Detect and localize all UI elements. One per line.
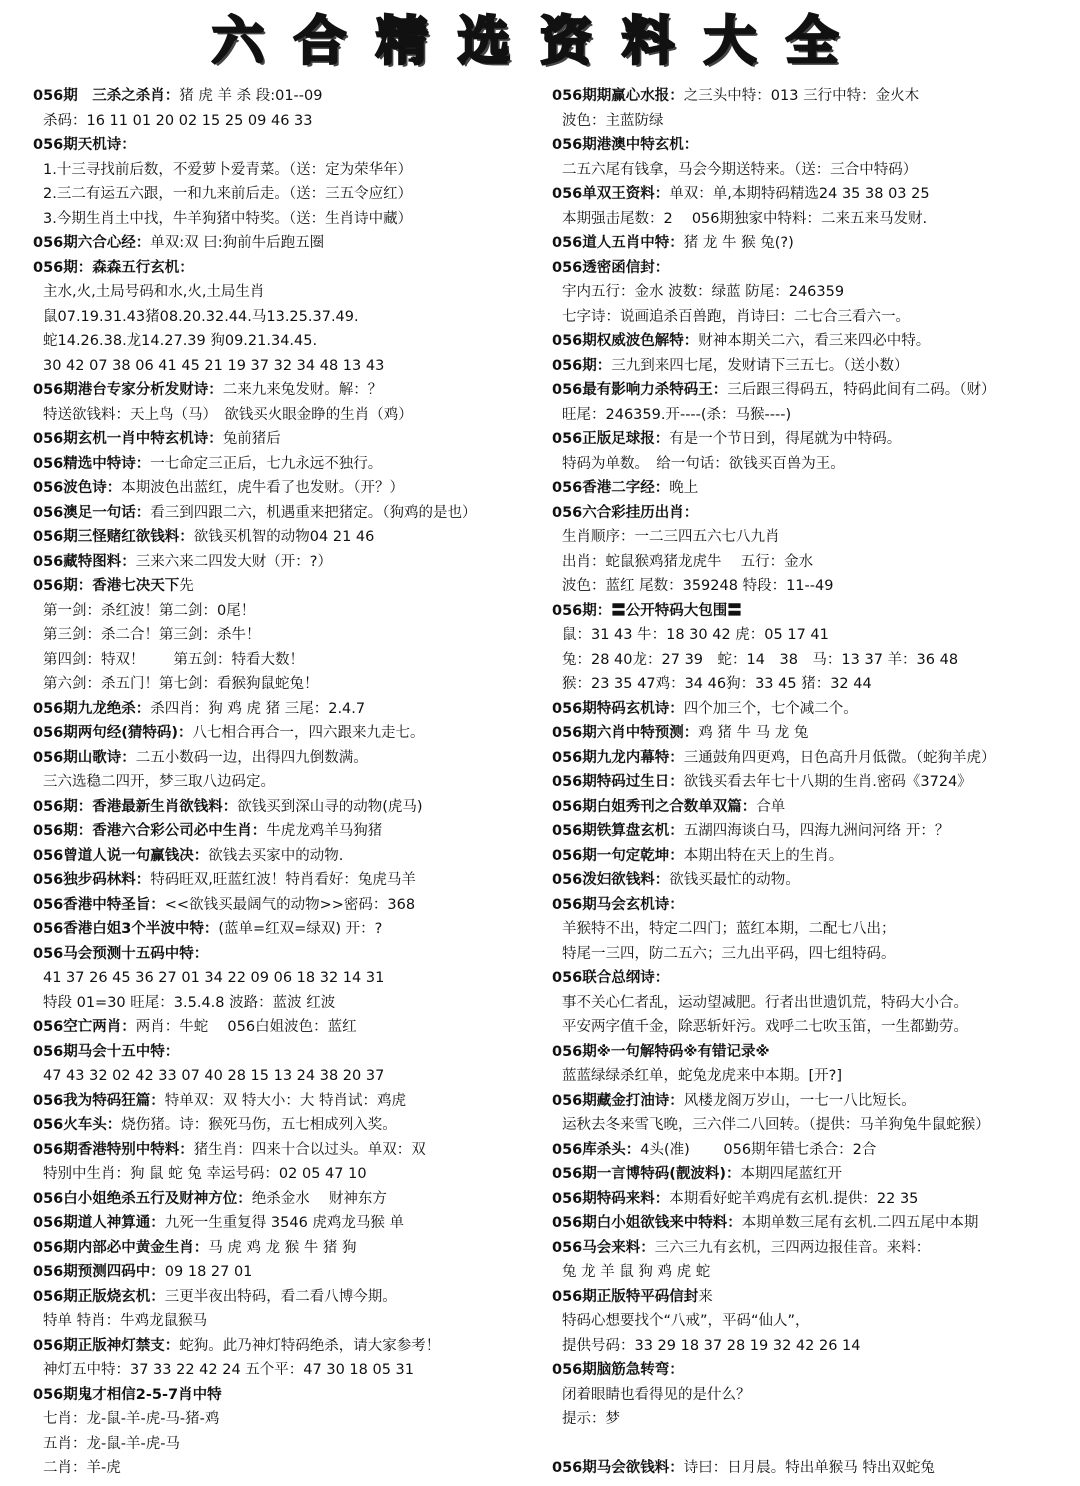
text-line [33,991,553,1016]
text-line [552,1334,1070,1359]
line-heading: 056库杀头： [552,1141,641,1158]
line-text: 猪 虎 羊 杀 段:01--09 [179,88,323,104]
text-line [552,917,1070,942]
line-text: 本期出特在天上的生肖。 [683,847,844,864]
text-line [552,721,1070,746]
line-text: 三六三九有玄机，三四两边报佳音。来料： [654,1239,931,1256]
text-line [33,256,553,281]
line-heading: 056期铁算盘玄机： [552,823,684,839]
text-line [552,1187,1070,1212]
text-line [552,476,1070,501]
line-text: 蛇狗。此乃神灯特码绝杀，请大家参考！ [179,1337,441,1354]
text-line [33,1236,553,1261]
line-text: 闭着眼睛也看得见的是什么？ [562,1386,751,1403]
line-heading: 056期：香港七决天下 [33,578,180,594]
line-text: 出肖：蛇鼠猴鸡猪龙虎牛 五行：金水 [562,553,814,570]
line-text: 欲钱买机智的动物04 21 46 [193,529,375,545]
page-title [0,4,1080,72]
line-heading: 056空亡两肖： [33,1019,136,1035]
text-line [552,403,1070,428]
line-text: 五肖：龙-鼠-羊-虎-马 [43,1435,180,1452]
text-line [33,746,553,771]
text-line [33,280,553,305]
line-text: 本期波色出蓝红，虎牛看了也发财。（开？） [121,480,405,496]
line-text: 烧伤猪。诗：猴死马伤，五七相成列入奖。 [121,1117,397,1133]
line-text: 生肖顺序：一二三四五六七八九肖 [562,529,780,545]
line-text: 八七相合再合一，四六跟来九走七。 [192,725,425,741]
text-line [552,84,1070,109]
text-line [33,966,553,991]
text-line [552,256,1070,281]
line-text: <<欲钱买最阔气的动物>>密码：368 [164,896,416,913]
text-line [552,182,1070,207]
line-heading: 056六合彩挂历出肖： [552,504,699,521]
text-line [552,1113,1070,1138]
line-heading: 056澳足一句话： [33,504,151,521]
line-text: 平安两字值千金，除恶斩奸污。戏呼二七吹玉笛，一生都勤劳。 [562,1019,968,1035]
line-text: (蓝单=红双=绿双) 开：? [218,921,383,937]
text-line [552,133,1070,158]
text-line [33,697,553,722]
line-text: 猴：23 35 47鸡：34 46狗：33 45 猪：32 44 [562,676,872,692]
text-line [552,329,1070,354]
line-text: 九死一生重复得 3546 虎鸡龙马猴 单 [164,1215,405,1231]
line-heading: 056期两句经(猜特码)： [33,725,193,741]
line-text: 三来六来二四发大财（开：?） [135,553,332,570]
line-heading: 056联合总纲诗： [552,970,670,986]
text-line [33,427,553,452]
line-text: 五湖四海谈白马，四海九洲问河络 开：？ [683,823,950,839]
line-heading: 056泼妇欲钱料： [552,872,670,888]
text-line [552,109,1070,134]
text-line [552,354,1070,379]
text-line [33,1309,553,1334]
text-line [552,1236,1070,1261]
text-line [33,1187,553,1212]
line-heading: 056独步码林料： [33,872,151,888]
line-text: 41 37 26 45 36 27 01 34 22 09 06 18 32 14 31 [43,970,385,986]
text-line [33,795,553,820]
text-line [33,942,553,967]
text-line [552,672,1070,697]
line-text: 本期四尾蓝红开 [740,1166,843,1182]
line-text: 特尾一三四，防二五六；三九出平码，四七组特码。 [562,945,896,962]
text-line [33,1211,553,1236]
text-line [33,525,553,550]
line-text: 兔：28 40龙：27 39 蛇：14 38 马：13 37 羊：36 48 [562,651,959,668]
text-line [33,378,553,403]
line-text: 30 42 07 38 06 41 45 21 19 37 32 34 48 13 43 [43,357,385,374]
text-line [33,231,553,256]
text-line [33,1064,553,1089]
text-line [552,1211,1070,1236]
line-text: 二肖：羊-虎 [43,1460,121,1476]
line-heading: 056期一句定乾坤： [552,847,684,864]
text-line [33,1040,553,1065]
text-line [33,305,553,330]
line-heading: 056期脑筋急转弯： [552,1362,684,1378]
text-line [552,1089,1070,1114]
text-line [552,1309,1070,1334]
line-text: 诗曰：日月晨。特出单猴马 特出双蛇兔 [683,1460,935,1476]
line-text: 3.今期生肖土中找，牛羊狗猪中特奖。（送：生肖诗中藏） [43,210,413,227]
line-heading: 056期白小姐欲钱来中特料： [552,1215,742,1231]
line-text: 欲钱买最忙的动物。 [669,872,800,888]
line-heading: 056期白姐秀刊之合数单双篇： [552,798,757,815]
line-text: 47 43 32 02 42 33 07 40 28 15 13 24 38 20 37 [43,1068,385,1084]
line-text: 晚上 [669,480,699,496]
text-line [33,599,553,624]
text-line [552,746,1070,771]
line-text: 单双:双 曰:狗前牛后跑五圈 [150,235,325,251]
line-heading: 056期正版神灯禁支： [33,1337,180,1354]
text-line [33,1358,553,1383]
line-text: 1.十三寻找前后数，不爱萝卜爱青菜。（送：定为荣华年） [43,161,413,178]
line-text: 提供号码：33 29 18 37 28 19 32 42 26 14 [562,1337,861,1354]
line-heading: 056期： [552,357,612,374]
line-heading: 056期特码来料： [552,1190,670,1207]
text-line [552,305,1070,330]
text-line [552,231,1070,256]
line-heading: 056期六肖中特预测： [552,725,699,741]
text-line [33,452,553,477]
line-text: 来 [698,1288,713,1305]
text-line [552,1456,1070,1481]
text-line [552,574,1070,599]
text-line [552,893,1070,918]
text-line [552,158,1070,183]
line-heading: 056期藏金打油诗： [552,1092,684,1109]
line-text: 本期单数三尾有玄机.二四五尾中本期 [741,1215,979,1231]
line-text: 提示：梦 [562,1411,620,1427]
text-line [552,1064,1070,1089]
line-text: 之三头中特：013 三行中特：金火木 [683,88,920,104]
line-text: 三九到来四七尾，发财请下三五七。（送小数） [611,357,909,374]
line-heading: 056期※一句解特码※有错记录※ [552,1043,770,1060]
text-line [33,623,553,648]
line-text: 运秋去冬来雪飞晚，三六伴二八回转。（提供：马羊狗兔牛鼠蛇猴） [562,1117,990,1133]
line-text: 有是一个节日到，得尾就为中特码。 [669,431,902,447]
text-line [552,1383,1070,1408]
line-heading: 056期马会玄机诗： [552,896,684,913]
line-heading: 056正版足球报： [552,431,670,447]
line-text: 风楼龙阁万岁山，一七一八比短长。 [683,1092,916,1109]
line-heading: 056香港白姐3个半波中特： [33,921,219,937]
line-heading: 056我为特码狂篇： [33,1092,165,1109]
line-text: 第一剑：杀红波！第二剑：0尾！ [43,602,256,619]
text-line [552,550,1070,575]
line-heading: 056期六合心经： [33,235,151,251]
line-heading: 056期一言博特码(靓波料)： [552,1166,741,1182]
line-text: 4头(准) 056期年错七杀合：2合 [640,1141,877,1158]
line-text: 蓝蓝绿绿杀红单，蛇兔龙虎来中本期。[开?] [562,1068,843,1084]
line-text: 合单 [756,798,786,815]
text-line [33,917,553,942]
line-heading: 056单双王资料： [552,186,670,202]
text-line [552,770,1070,795]
line-text: 鼠07.19.31.43猪08.20.32.44.马13.25.37.49. [43,308,359,325]
text-line [33,770,553,795]
line-text: 七字诗：说画追杀百兽跑，肖诗曰：二七合三看六一。 [562,308,910,325]
line-text: 猪生肖：四来十合以过头。单双：双 [193,1141,426,1158]
line-heading: 056香港二字经： [552,480,670,496]
line-heading: 056期九龙绝杀： [33,700,151,717]
line-text: 2.三二有运五六跟，一和九来前后走。（送：三五令应红） [43,186,413,202]
text-line [552,966,1070,991]
line-text: 兔前猪后 [222,431,281,447]
text-line [33,158,553,183]
text-line [552,795,1070,820]
line-text: 牛虎龙鸡羊马狗猪 [266,823,383,839]
line-heading: 056期天机诗： [33,137,136,153]
text-line [552,1432,1070,1457]
text-line [552,844,1070,869]
line-heading: 056波色诗： [33,480,122,496]
line-heading: 056透密函信封： [552,259,670,276]
text-line [552,1162,1070,1187]
line-text: 特送欲钱料：天上鸟（马） 欲钱买火眼金睁的生肖（鸡） [43,406,413,423]
text-line [33,476,553,501]
text-line [552,427,1070,452]
text-line [33,1334,553,1359]
line-text: 第四剑：特双！ 第五剑：特看大数！ [43,651,304,668]
text-line [33,207,553,232]
line-heading: 056期：〓公开特码大包围〓 [552,602,742,619]
line-text: 鼠：31 43 牛：18 30 42 虎：05 17 41 [562,627,829,643]
text-line [33,868,553,893]
line-heading: 056期马会十五中特： [33,1043,180,1060]
line-text: 特码心想要找个“八戒”，平码“仙人”， [562,1313,810,1329]
line-heading: 056藏特图料： [33,553,136,570]
text-line [33,1113,553,1138]
text-line [552,942,1070,967]
text-line [552,623,1070,648]
line-heading: 056期港澳中特玄机： [552,137,699,153]
line-text: 欲钱买看去年七十八期的生肖.密码《3724》 [683,774,972,790]
line-heading: 056期香港特别中特料： [33,1141,194,1158]
line-heading: 056精选中特诗： [33,455,151,472]
line-heading: 056期预测四码中： [33,1264,165,1280]
line-text: 两肖：牛蛇 056白姐波色：蓝红 [135,1019,357,1035]
line-text: 特段 01=30 旺尾：3.5.4.8 波路：蓝波 红波 [43,994,336,1011]
page-title-text: 六合精选资料大全 [211,11,868,72]
text-line [33,893,553,918]
line-text: 先 [179,578,194,594]
line-heading: 056期特码玄机诗： [552,700,684,717]
line-heading: 056期：森森五行玄机： [33,259,194,276]
text-line [552,378,1070,403]
text-line [552,648,1070,673]
text-line [33,501,553,526]
text-line [552,452,1070,477]
line-heading: 056期玄机一肖中特玄机诗： [33,431,223,447]
text-line [33,1260,553,1285]
text-line [552,1285,1070,1310]
line-heading: 056期正版烧玄机： [33,1288,165,1305]
line-text: 特单 特肖：牛鸡龙鼠猴马 [43,1313,208,1329]
text-line [33,574,553,599]
line-heading: 056期特码过生日： [552,774,684,790]
text-line [33,844,553,869]
line-text: 七肖：龙-鼠-羊-虎-马-猪-鸡 [43,1411,220,1427]
text-line [33,672,553,697]
text-line [33,133,553,158]
line-text: 二五六尾有钱拿，马会今期送特来。（送：三合中特码） [562,161,918,178]
text-line [33,84,553,109]
line-heading: 056期山歌诗： [33,749,136,766]
line-text: 杀码：16 11 01 20 02 15 25 09 46 33 [43,112,313,129]
text-line [33,721,553,746]
line-text: 本期看好蛇羊鸡虎有玄机.提供：22 35 [669,1190,919,1207]
text-line [552,525,1070,550]
text-line [33,1162,553,1187]
text-line [552,1040,1070,1065]
text-line [33,1432,553,1457]
line-heading: 056期港台专家分析发财诗： [33,382,223,398]
text-line [33,550,553,575]
line-text: 二来九来兔发财。解：？ [222,382,383,398]
line-text: 事不关心仁者乱，运动望减肥。行者出世遗饥荒，特码大小合。 [562,994,968,1011]
line-text: 波色：蓝红 尾数：359248 特段：11--49 [562,578,834,594]
line-text: 鸡 猪 牛 马 龙 兔 [698,725,809,741]
line-text: 兔 龙 羊 鼠 狗 鸡 虎 蛇 [562,1264,711,1280]
line-heading: 056香港中特圣旨： [33,896,165,913]
line-text: 主水,火,土局号码和水,火,土局生肖 [43,284,265,300]
line-heading: 056马会来料： [552,1239,655,1256]
line-text: 看三到四跟二六，机遇重来把猪定。（狗鸡的是也） [150,504,477,521]
line-text: 旺尾：246359.开----(杀：马猴----) [562,406,792,423]
line-text: 神灯五中特：37 33 22 42 24 五个平：47 30 18 05 31 [43,1362,414,1378]
left-column [33,84,553,1481]
line-heading: 056期马会欲钱料： [552,1460,684,1476]
text-line [33,1407,553,1432]
line-text: 单双：单,本期特码精选24 35 38 03 25 [669,186,930,202]
line-heading: 056期鬼才相信2-5-7肖中特 [33,1386,222,1403]
line-heading: 056道人五肖中特： [552,235,684,251]
text-line [552,207,1070,232]
text-line [552,868,1070,893]
text-line [33,354,553,379]
text-line [33,182,553,207]
text-line [552,1015,1070,1040]
text-line [33,1089,553,1114]
text-line [552,991,1070,1016]
text-line [33,403,553,428]
line-heading: 056期内部必中黄金生肖： [33,1239,209,1256]
line-text: 本期强击尾数：2 056期独家中特料：二来五来马发财. [562,210,928,227]
line-text: 财神本期关二六，看三来四必中特。 [698,333,931,349]
text-line [552,501,1070,526]
line-heading: 056期 三杀之杀肖： [33,88,180,104]
text-line [552,1358,1070,1383]
line-text: 一七命定三正后，七九永远不独行。 [150,455,383,472]
text-line [552,1138,1070,1163]
text-line [33,1456,553,1481]
line-heading: 056马会预测十五码中特： [33,945,209,962]
text-line [33,819,553,844]
text-line [552,280,1070,305]
line-text: 杀四肖：狗 鸡 虎 猪 三尾：2.4.7 [150,700,366,717]
line-text: 绝杀金水 财神东方 [251,1190,387,1207]
line-heading: 056白小姐绝杀五行及财神方位： [33,1190,252,1207]
line-text: 三后跟三得码五，特码此间有二码。（财） [727,382,996,398]
text-line [33,1138,553,1163]
text-line [552,819,1070,844]
line-heading: 056期权威波色解特： [552,333,699,349]
line-text: 特别中生肖：狗 鼠 蛇 兔 幸运号码：02 05 47 10 [43,1166,367,1182]
line-text: 特码旺双,旺蓝红波！特肖看好：兔虎马羊 [150,872,416,888]
text-line [552,697,1070,722]
right-column [552,84,1070,1481]
line-text: 第三剑：杀二合！第三剑：杀牛！ [43,627,261,643]
line-heading: 056火车头： [33,1117,122,1133]
line-text: 四个加三个，七个减二个。 [683,700,858,717]
line-text: 特码为单数。 给一句话：欲钱买百兽为王。 [562,455,845,472]
line-heading: 056期正版特平码信封 [552,1288,699,1305]
line-text: 第六剑：杀五门！第七剑：看猴狗鼠蛇兔！ [43,676,319,692]
text-line [552,1260,1070,1285]
line-text: 马 虎 鸡 龙 猴 牛 猪 狗 [208,1239,357,1256]
line-text: 猪 龙 牛 猴 兔(?) [683,235,794,251]
line-text: 波色：主蓝防绿 [562,112,664,129]
line-text: 三六选稳二四开，梦三取八边码定。 [43,774,275,790]
line-heading: 056期三怪赌红欲钱料： [33,529,194,545]
text-line [552,1407,1070,1432]
text-line [33,648,553,673]
text-line [33,1285,553,1310]
line-text: 欲钱买到深山寻的动物(虎马) [237,798,423,815]
line-text: 蛇14.26.38.龙14.27.39 狗09.21.34.45. [43,333,318,349]
line-text: 二五小数码一边，出得四九倒数满。 [135,749,368,766]
line-heading: 056期期赢心水报： [552,88,684,104]
line-text: 三通鼓角四更鸡，日色高升月低微。（蛇狗羊虎） [683,749,996,766]
text-line [33,1015,553,1040]
line-text: 特单双：双 特大小：大 特肖试：鸡虎 [164,1092,406,1109]
text-line [33,1383,553,1408]
line-text: 09 18 27 01 [164,1264,253,1280]
text-line [33,329,553,354]
line-heading: 056最有影响力杀特码王： [552,382,728,398]
line-heading: 056期九龙内幕特： [552,749,684,766]
text-line [552,599,1070,624]
line-text: 欲钱去买家中的动物. [208,847,344,864]
line-heading: 056曾道人说一句赢钱决： [33,847,209,864]
line-text: 羊猴特不出，特定二四门；蓝红本期，二配七八出； [562,921,896,937]
line-heading: 056期：香港六合彩公司必中生肖： [33,823,267,839]
line-heading: 056期道人神算通： [33,1215,165,1231]
text-line [33,109,553,134]
line-text: 宇内五行：金水 波数：绿蓝 防尾：246359 [562,284,845,300]
line-text: 三更半夜出特码，看二看八博今期。 [164,1288,397,1305]
line-heading: 056期：香港最新生肖欲钱料： [33,798,238,815]
